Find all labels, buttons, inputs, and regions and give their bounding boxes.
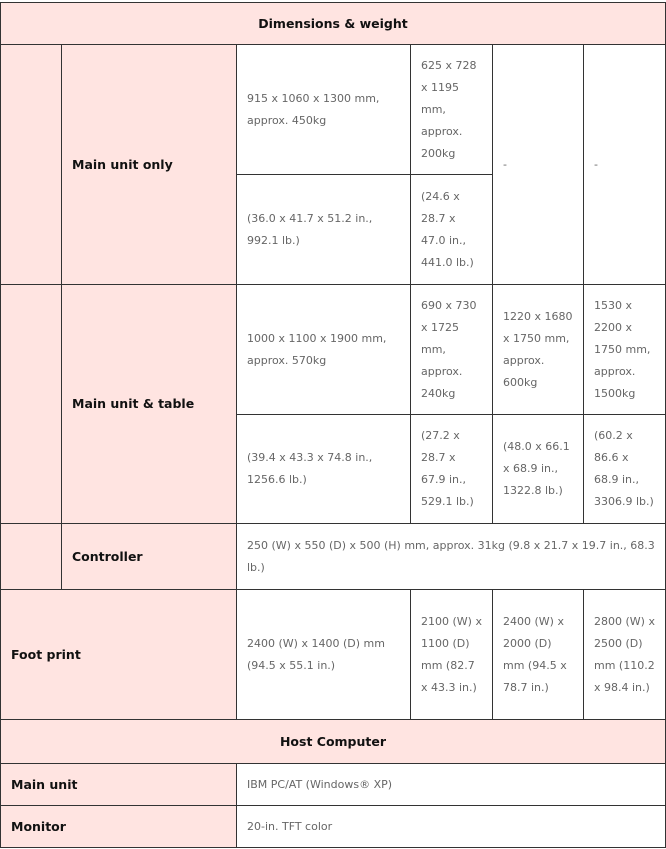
cell-value: 2400 (W) x 1400 (D) mm (94.5 x 55.1 in.) [236, 589, 411, 720]
cell-value: 1530 x 2200 x 1750 mm, approx. 1500kg [583, 284, 666, 415]
cell-value: - [583, 44, 666, 285]
cell-value: 1220 x 1680 x 1750 mm, approx. 600kg [492, 284, 584, 415]
cell-value: (60.2 x 86.6 x 68.9 in., 3306.9 lb.) [583, 414, 666, 524]
row-label-controller: Controller [61, 523, 237, 590]
cell-value: (36.0 x 41.7 x 51.2 in., 992.1 lb.) [236, 174, 411, 285]
row-label-main-unit: Main unit [0, 763, 237, 806]
row-label-main-unit-only: Main unit only [61, 44, 237, 285]
cell-value: 690 x 730 x 1725 mm, approx. 240kg [410, 284, 493, 415]
indent-cell [0, 284, 62, 524]
cell-value: (39.4 x 43.3 x 74.8 in., 1256.6 lb.) [236, 414, 411, 524]
cell-value: 20-in. TFT color [236, 805, 666, 848]
cell-value: (27.2 x 28.7 x 67.9 in., 529.1 lb.) [410, 414, 493, 524]
row-label-foot-print: Foot print [0, 589, 237, 720]
cell-value: 250 (W) x 550 (D) x 500 (H) mm, approx. 31kg (9.8 x 21.7 x 19.7 in., 68.3 lb.) [236, 523, 666, 590]
cell-value: 2800 (W) x 2500 (D) mm (110.2 x 98.4 in.) [583, 589, 666, 720]
cell-value: 2400 (W) x 2000 (D) mm (94.5 x 78.7 in.) [492, 589, 584, 720]
cell-value: 1000 x 1100 x 1900 mm, approx. 570kg [236, 284, 411, 415]
indent-cell [0, 44, 62, 285]
row-label-main-unit-table: Main unit & table [61, 284, 237, 524]
cell-value: 915 x 1060 x 1300 mm, approx. 450kg [236, 44, 411, 175]
cell-value: 2100 (W) x 1100 (D) mm (82.7 x 43.3 in.) [410, 589, 493, 720]
cell-value: (24.6 x 28.7 x 47.0 in., 441.0 lb.) [410, 174, 493, 285]
indent-cell [0, 523, 62, 590]
cell-value: 625 x 728 x 1195 mm, approx. 200kg [410, 44, 493, 175]
cell-value: - [492, 44, 584, 285]
section-header-dimensions: Dimensions & weight [0, 2, 666, 45]
cell-value: (48.0 x 66.1 x 68.9 in., 1322.8 lb.) [492, 414, 584, 524]
section-header-host-computer: Host Computer [0, 719, 666, 764]
cell-value: IBM PC/AT (Windows® XP) [236, 763, 666, 806]
row-label-monitor: Monitor [0, 805, 237, 848]
